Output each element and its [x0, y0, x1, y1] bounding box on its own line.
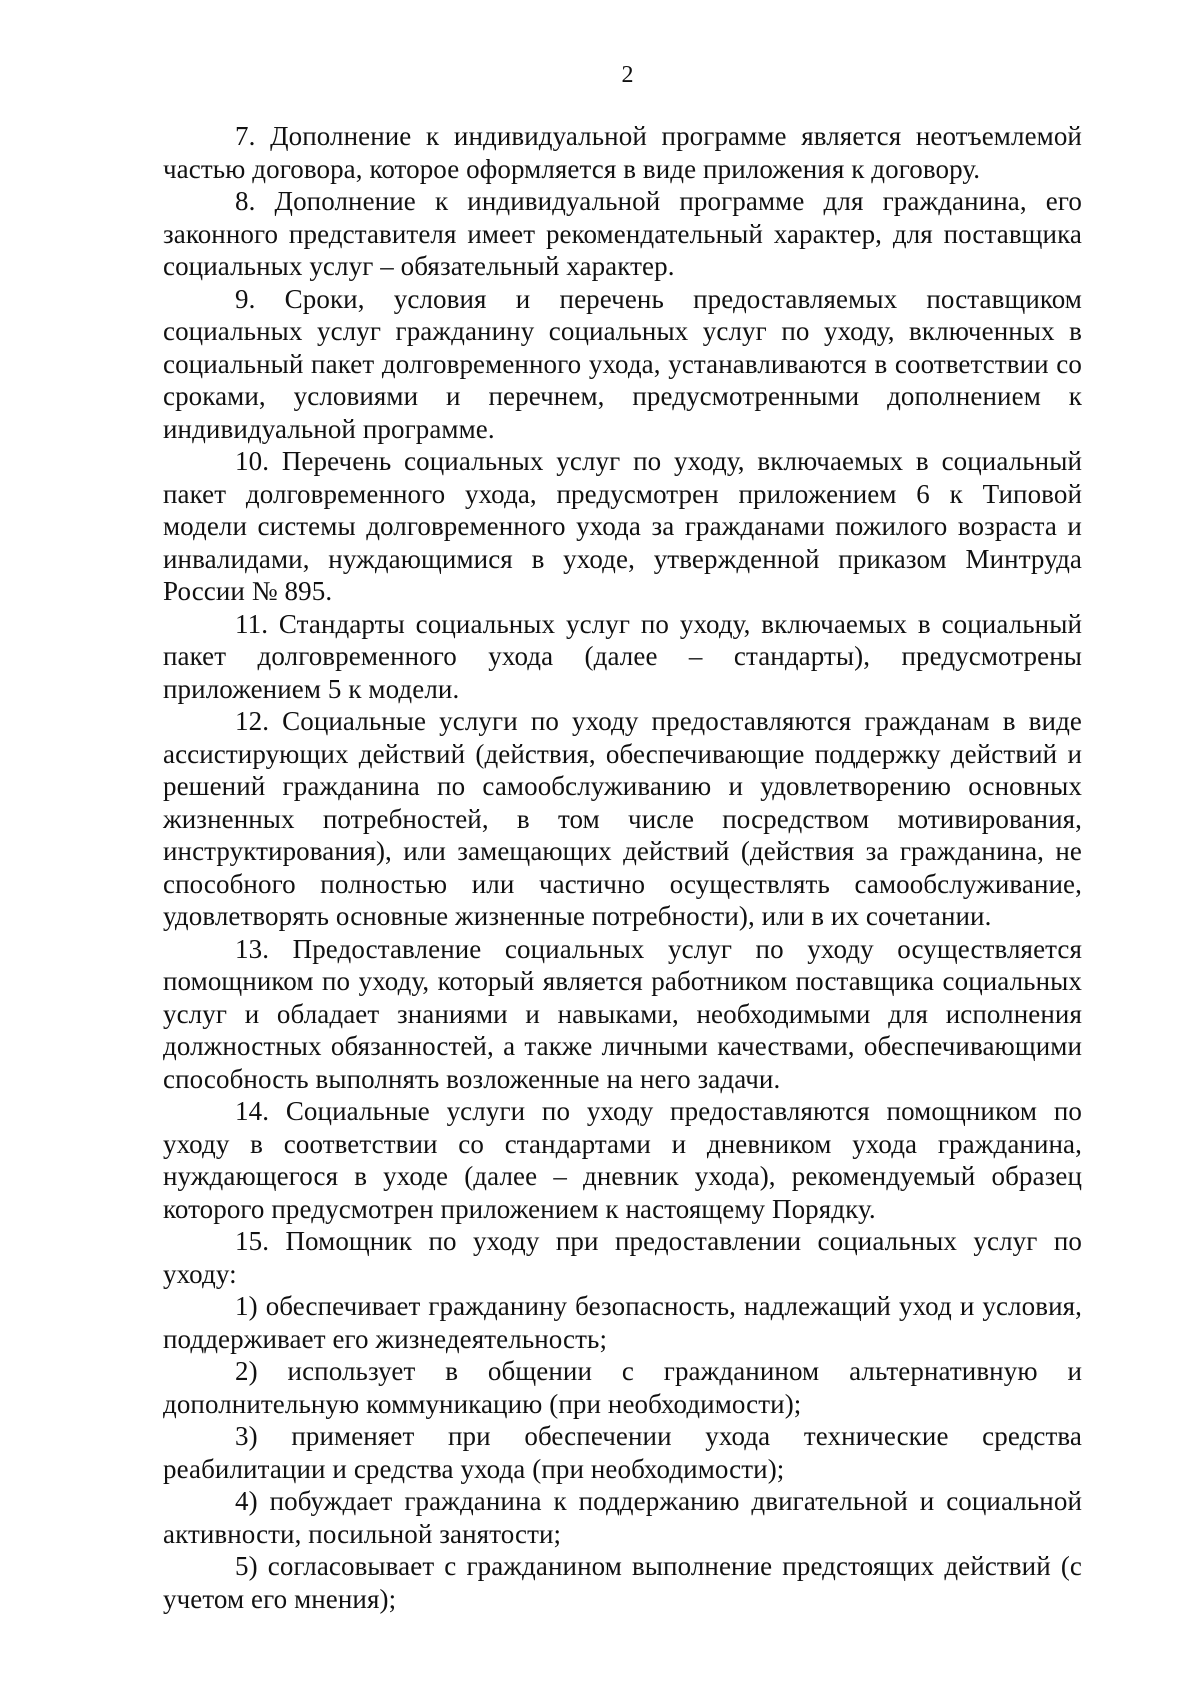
- paragraph-10: 10. Перечень социальных услуг по уходу, включаемых в социальный пакет долговременного ухода, предусмотрен приложением 6 к Типовой модели системы долговременного ухода за гражданами пожилого возраста и инвалидами, нуждающимися в уходе, утвержденной приказом Минтруда России № 895.: [163, 446, 1082, 606]
- paragraph-7: 7. Дополнение к индивидуальной программе является неотъемлемой частью договора, которое оформляется в виде приложения к договору.: [163, 121, 1082, 184]
- paragraph-11: 11. Стандарты социальных услуг по уходу, включаемых в социальный пакет долговременного ухода (далее – стандарты), предусмотрены приложением 5 к модели.: [163, 608, 1082, 704]
- paragraph-8: 8. Дополнение к индивидуальной программе для гражданина, его законного представителя имеет рекомендательный характер, для поставщика социальных услуг – обязательный характер.: [163, 186, 1082, 281]
- list-item-1: 1) обеспечивает гражданину безопасность, надлежащий уход и условия, поддерживает его жизнедеятельность;: [163, 1291, 1082, 1354]
- list-item-3: 3) применяет при обеспечении ухода технические средства реабилитации и средства ухода (при необходимости);: [163, 1421, 1082, 1484]
- paragraph-9: 9. Сроки, условия и перечень предоставляемых поставщиком социальных услуг гражданину социальных услуг по уходу, включенных в социальный пакет долговременного ухода, устанавливаются в соответствии со сроками, условиями и перечнем, предусмотренными дополнением к индивидуальной программе.: [163, 283, 1082, 444]
- list-item-2: 2) использует в общении с гражданином альтернативную и дополнительную коммуникацию (при необходимости);: [163, 1356, 1082, 1419]
- paragraph-12: 12. Социальные услуги по уходу предоставляются гражданам в виде ассистирующих действий (действия, обеспечивающие поддержку действий и решений гражданина по самообслуживанию и удовлетворению основных жизненных потребностей, в том числе посредством мотивирования, инструктирования), или замещающих действий (действия за гражданина, не способного полностью или частично осуществлять самообслуживание, удовлетворять основные жизненные потребности), или в их сочетании.: [163, 706, 1082, 931]
- paragraph-13: 13. Предоставление социальных услуг по уходу осуществляется помощником по уходу, который является работником поставщика социальных услуг и обладает знаниями и навыками, необходимыми для исполнения должностных обязанностей, а также личными качествами, обеспечивающими способность выполнять возложенные на него задачи.: [163, 933, 1082, 1094]
- paragraph-15: 15. Помощник по уходу при предоставлении социальных услуг по уходу:: [163, 1226, 1082, 1289]
- list-item-5: 5) согласовывает с гражданином выполнение предстоящих действий (с учетом его мнения);: [163, 1551, 1082, 1614]
- page-number: 2: [621, 62, 634, 88]
- paragraph-14: 14. Социальные услуги по уходу предоставляются помощником по уходу в соответствии со стандартами и дневником ухода гражданина, нуждающегося в уходе (далее – дневник ухода), рекомендуемый образец которого предусмотрен приложением к настоящему Порядку.: [163, 1096, 1082, 1224]
- list-item-4: 4) побуждает гражданина к поддержанию двигательной и социальной активности, посильной занятости;: [163, 1486, 1082, 1549]
- document-body: [163, 120, 1082, 1615]
